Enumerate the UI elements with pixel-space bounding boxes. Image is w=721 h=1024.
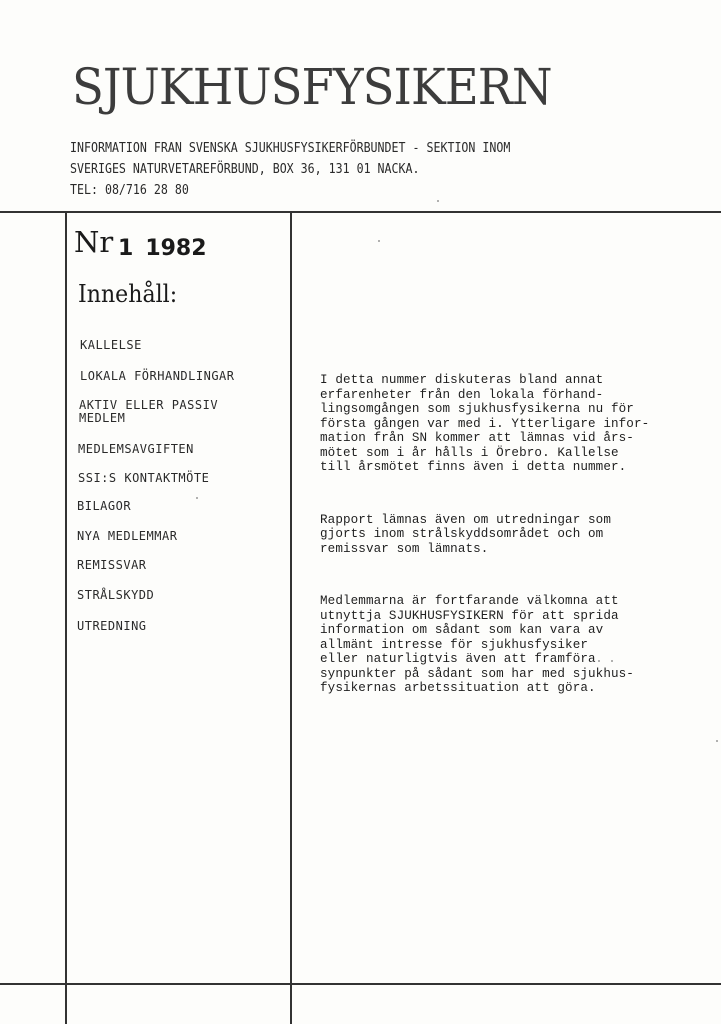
editorial-paragraph: Medlemmarna är fortfarande välkomna att utnyttja SJUKHUSFYSIKERN för att sprida information om sådant som kan vara av allmänt intresse för sjukhusfysiker eller naturligtvis även att framföra synpunkter på sådant som har med sjukhus- fysikernas arbetssituation att göra.: [320, 594, 634, 695]
issue-year: 1982: [145, 236, 207, 261]
scan-speck: [437, 200, 439, 202]
toc-item-aktiv-eller-passiv: AKTIV ELLER PASSIV: [79, 398, 219, 412]
editorial-text: [320, 344, 705, 719]
scan-speck: [598, 660, 600, 662]
publisher-address-line: SVERIGES NATURVETAREFÖRBUND, BOX 36, 131 01 NACKA.: [70, 161, 420, 177]
editorial-paragraph: Rapport lämnas även om utredningar som gjorts inom strålskyddsområdet och om remissvar som lämnats.: [320, 512, 611, 556]
scan-speck: [611, 660, 613, 662]
header-divider: [0, 211, 721, 213]
toc-item-ssi-kontaktmote: SSI:S KONTAKTMÖTE: [78, 471, 210, 485]
issue-nr-label: Nr: [74, 225, 114, 259]
scan-speck: [716, 740, 718, 742]
toc-item-medlemsavgiften: MEDLEMSAVGIFTEN: [78, 442, 194, 456]
left-column-border: [65, 212, 67, 1024]
toc-item-medlem: MEDLEM: [79, 411, 126, 425]
toc-heading: Innehåll:: [78, 280, 178, 308]
toc-item-utredning: UTREDNING: [77, 619, 147, 633]
toc-item-kallelse: KALLELSE: [80, 338, 142, 352]
toc-item-nya-medlemmar: NYA MEDLEMMAR: [77, 529, 178, 543]
editorial-paragraph: I detta nummer diskuteras bland annat erfarenheter från den lokala förhand- lingsomgången som sjukhusfysikerna nu för första gången var med i. Ytterligare infor- mation från SN kommer att lämnas vid års- mötet som i år hålls i Örebro. Kallelse till årsmötet finns även i detta nummer.: [320, 373, 650, 474]
scan-speck: [378, 240, 380, 242]
toc-item-lokala-forhandlingar: LOKALA FÖRHANDLINGAR: [80, 369, 235, 383]
toc-item-stralskydd: STRÅLSKYDD: [77, 588, 155, 602]
publisher-phone-line: TEL: 08/716 28 80: [70, 182, 189, 198]
publisher-info-line: INFORMATION FRAN SVENSKA SJUKHUSFYSIKERFÖRBUNDET - SEKTION INOM: [70, 140, 511, 156]
publisher-info: [70, 138, 510, 201]
footer-divider: [0, 983, 721, 985]
issue-number-value: 1: [118, 236, 134, 261]
scan-speck: [196, 497, 198, 499]
masthead-title: SJUKHUSFYSIKERN: [72, 58, 552, 116]
issue-number: [118, 238, 207, 260]
toc-item-bilagor: BILAGOR: [77, 499, 132, 513]
column-divider: [290, 212, 292, 1024]
toc-item-remissvar: REMISSVAR: [77, 558, 147, 572]
